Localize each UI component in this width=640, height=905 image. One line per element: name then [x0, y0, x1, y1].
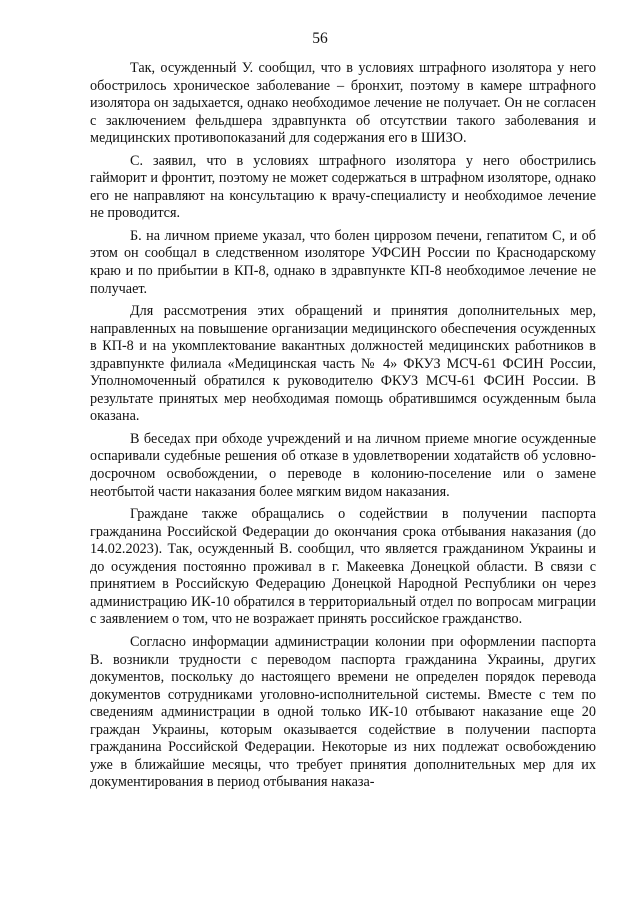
paragraph-1: Так, осужденный У. сообщил, что в условиях штрафного изолятора у него обострилось хроническое заболевание – бронхит, поэтому в камере штрафного изолятора он задыхается, однако необходимое лечение не получает. Он не согласен с заключением фельдшера здравпункта об отсутствии такого заболевания и медицинских противопоказаний для содержания его в ШИЗО. — [90, 60, 596, 147]
paragraph-4: Для рассмотрения этих обращений и принятия дополнительных мер, направленных на повышение организации медицинского обеспечения осужденных в КП-8 и на укомплектование вакантных должностей медицинских работников в здравпункте филиала «Медицинская часть № 4» ФКУЗ МСЧ-61 ФСИН России, Уполномоченный обратился к руководителю ФКУЗ МСЧ-61 ФСИН России. В результате принятых мер необходимая помощь обратившимся осужденным была оказана. — [90, 303, 596, 425]
paragraph-6: Граждане также обращались о содействии в получении паспорта гражданина Российской Федерации до окончания срока отбывания наказания (до 14.02.2023). Так, осужденный В. сообщил, что является гражданином Украины и до осуждения постоянно проживал в г. Макеевка Донецкой области. В связи с принятием в Российскую Федерацию Донецкой Народной Республики он через администрацию ИК-10 обратился в территориальный отдел по вопросам миграции с заявлением о том, что не возражает принять российское гражданство. — [90, 506, 596, 628]
paragraph-2: С. заявил, что в условиях штрафного изолятора у него обострились гайморит и фронтит, поэтому не может содержаться в штрафном изоляторе, однако его не направляют на консультацию к врачу-специалисту и необходимое лечение не проводится. — [90, 152, 596, 222]
paragraph-5: В беседах при обходе учреждений и на личном приеме многие осужденные оспаривали судебные решения об отказе в удовлетворении ходатайств об условно-досрочном освобождении, о переводе в колонию-поселение или о замене неотбытой части наказания более мягким видом наказания. — [90, 430, 596, 500]
paragraph-3: Б. на личном приеме указал, что болен циррозом печени, гепатитом С, и об этом он сообщал в следственном изоляторе УФСИН России по Краснодарскому краю и по прибытии в КП-8, однако в здравпункте КП-8 необходимое лечение не получает. — [90, 227, 596, 297]
document-body — [90, 60, 596, 797]
page-number: 56 — [312, 30, 328, 47]
paragraph-7: Согласно информации администрации колонии при оформлении паспорта В. возникли трудности с переводом паспорта гражданина Украины, других документов, поскольку до настоящего времени не определен порядок перевода документов сотрудниками уголовно-исполнительной системы. Вместе с тем по сведениям администрации в одной только ИК-10 отбывают наказание еще 20 граждан Украины, которым оказывается содействие в получении паспорта гражданина Российской Федерации. Некоторые из них подлежат освобождению уже в ближайшие месяцы, что требует принятия дополнительных мер для их документирования в период отбывания наказа- — [90, 633, 596, 791]
